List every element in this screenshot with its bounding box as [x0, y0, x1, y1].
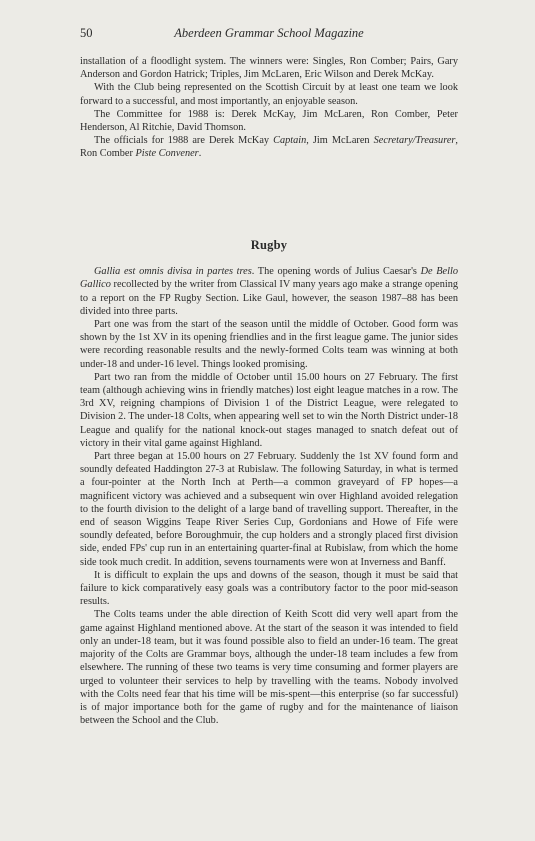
page-number: 50 — [80, 26, 93, 40]
paragraph: installation of a floodlight system. The winners were: Singles, Ron Comber; Pairs, Gary Anderson and Gordon Hatrick; Triples, Jim McLaren, Eric Wilson and Derek McKay. — [80, 56, 458, 81]
text-run: , Jim McLaren — [306, 135, 374, 147]
fencing-section-continued — [80, 55, 458, 161]
role-captain: Captain — [273, 135, 307, 147]
paragraph: The Colts teams under the able direction of Keith Scott did very well apart from the game against Highland mentioned above. At the start of the season it was intended to field only an under-18 team, but it was found possible also to field an under-16 team. The great majority of the Colts are Grammar boys, although the under-18 team includes a few from elsewhere. The running of these two teams is very time consuming and former players are urged to volunteer their services to help by travelling with the teams. Nobody involved with the Colts need fear that his time will be mis-spent—this enterprise (so far successful) is of major importance both for the game of rugby and for the maintenance of liaison between the School and the Club. — [80, 609, 458, 727]
rugby-section — [80, 239, 458, 727]
text-run: . The opening words of Julius Caesar's — [251, 266, 421, 278]
text-run: recollected by the writer from Classical IV many years ago make a strange opening to a report on the FP Rugby Section. Like Gaul, however, the season 1987–88 has been divided into three parts. — [80, 279, 458, 317]
paragraph: Part two ran from the middle of October until 15.00 hours on 27 February. The first team (although achieving wins in friendly matches) lost eight league matches in a row. The 3rd XV, reigning champions of Division 1 of the District League, were relegated to Division 2. The under-18 Colts, when appearing well set to win the North District under-18 League and qualify for the national knock-out stages managed to snatch defeat out of victory in their vital game against Highland. — [80, 371, 458, 449]
opening-paragraph — [80, 265, 458, 318]
paragraph: With the Club being represented on the Scottish Circuit by at least one team we look forward to a successful, and most importantly, an enjoyable season. — [80, 82, 458, 107]
paragraph: It is difficult to explain the ups and downs of the season, though it must be said that failure to kick comparatively easy goals was a contributory factor to the poor mid-season results. — [80, 569, 458, 608]
page-header — [80, 26, 458, 42]
running-head: Aberdeen Grammar School Magazine — [174, 26, 364, 40]
section-title: Rugby — [250, 238, 288, 252]
text-run: . — [198, 148, 202, 160]
text-run: , Ron Comber — [80, 135, 458, 160]
text-run: The officials for 1988 are Derek McKay — [94, 135, 274, 147]
paragraph: Part one was from the start of the season until the middle of October. Good form was shown by the 1st XV in its opening friendlies and in the first league game. The junior sides were recording reasonable results and the newly-formed Colts team was winning at both under-18 and under-16 level. Things looked promising. — [80, 319, 458, 370]
book-title: De Bello Gallico — [80, 266, 458, 291]
latin-quote: Gallia est omnis divisa in partes tres — [94, 266, 252, 278]
paragraph: Part three began at 15.00 hours on 27 February. Suddenly the 1st XV found form and soundly defeated Haddington 27-3 at Rubislaw. The following Saturday, in what is termed a four-pointer at the North Inch at Perth—a common graveyard of FP hopes—a magnificent victory was achieved and a subsequent win over Highland avoided relegation to the fourth division to the delight of a large band of travelling support. Thereafter, in the end of season Wiggins Teape River Series Cup, Gordonians and Howe of Fife were soundly defeated, before Boroughmuir, the cup holders and a strongly placed first division side, ended FPs' cup run in an entertaining quarter-final at Rubislaw, from which the home side took much credit. In addition, sevens tournaments were won at Inverness and Banff. — [80, 451, 458, 568]
officials-paragraph — [80, 134, 458, 160]
role-piste-convener: Piste Convener — [135, 148, 199, 160]
role-secretary-treasurer: Secretary/Treasurer — [373, 135, 456, 147]
paragraph: The Committee for 1988 is: Derek McKay, Jim McLaren, Ron Comber, Peter Henderson, Al Ritchie, David Thomson. — [80, 108, 458, 134]
